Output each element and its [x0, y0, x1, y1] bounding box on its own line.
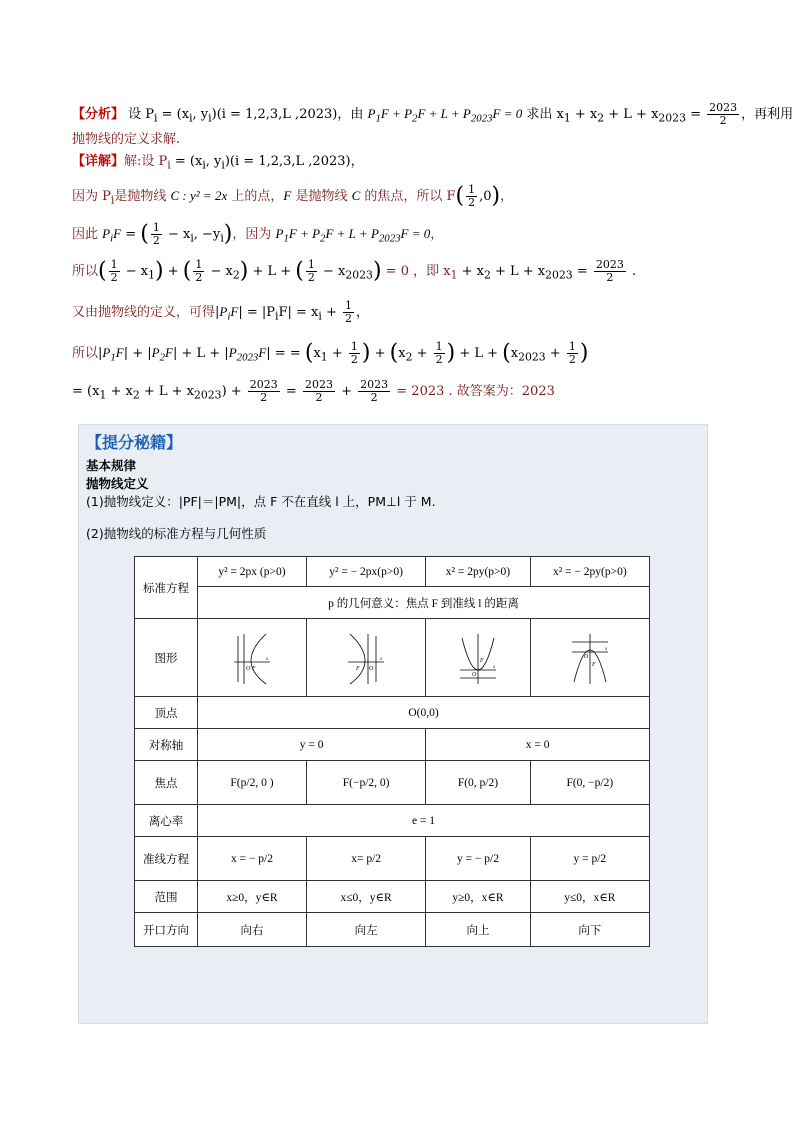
- tips-item-2: (2)抛物线的标准方程与几何性质: [86, 526, 267, 541]
- row-label-focus: 焦点: [135, 761, 198, 805]
- opening-cell: 向上: [426, 913, 530, 947]
- row-label-opening: 开口方向: [135, 913, 198, 947]
- svg-text:F: F: [251, 665, 256, 672]
- analysis-text-a: 设 P: [128, 107, 155, 122]
- p-meaning-cell: p 的几何意义：焦点 F 到准线 l 的距离: [198, 587, 650, 619]
- tips-item-1: (1)抛物线定义：|PF|＝|PM|，点 F 不在直线 l 上，PM⊥l 于 M.: [86, 494, 436, 509]
- analysis-tag: 【分析】: [72, 107, 125, 122]
- svg-text:x: x: [492, 664, 496, 670]
- tips-heading-rules: 基本规律: [86, 458, 137, 473]
- analysis-line-2: 抛物线的定义求解.: [72, 132, 181, 147]
- detail-line-6: 所以$|P_1F| + |P_2F| + L + |P_{2023}F|$ = = ($x_1$ + $\frac{1}{2}$ ) + ($x_2$ + $\frac{1}{2}$ ) + $L + (x_{2023}$ + $\frac{1}{2}$ ): [72, 340, 589, 366]
- row-label-directrix: 准线方程: [135, 837, 198, 881]
- detail-line-3: 因此 $P_iF$ = ( $\frac{1}{2}$ − $x_i$, $-y_i$)，因为 $P_1F + P_2F + L + P_{2023}F = 0$，: [72, 221, 444, 247]
- focus-cell: F(−p/2, 0): [306, 761, 425, 805]
- row-label-eccentricity: 离心率: [135, 805, 198, 837]
- range-cell: x≥0，y∈R: [198, 881, 307, 913]
- detail-tag: 【详解】: [72, 154, 125, 169]
- vector-sum: $P_1F + P_2F + L + P_{2023}F = 0$: [367, 106, 523, 125]
- axis-cell: y = 0: [198, 729, 426, 761]
- svg-text:x: x: [604, 646, 608, 652]
- svg-text:O: O: [583, 653, 589, 660]
- directrix-cell: x= p/2: [306, 837, 425, 881]
- parabola-right-icon: [232, 630, 272, 686]
- detail-line-4: 所以( $\frac{1}{2}$ − $x_1$) + ( $\frac{1}{2}$ − $x_2) + L$ + ( $\frac{1}{2}$ − $x_{2023}) = 0$ ，即 $x_1 + x_2 + L + x_{2023}$ = $\frac{2023}{2}$ .: [72, 258, 637, 284]
- tips-title: 【提分秘籍】: [86, 433, 183, 452]
- row-label-graph: 图形: [135, 619, 198, 697]
- equation-cell: x² = 2py(p>0): [426, 557, 530, 587]
- graph-left-opening: [306, 619, 425, 697]
- svg-text:F: F: [479, 657, 484, 664]
- svg-text:O: O: [471, 671, 477, 678]
- svg-text:F: F: [356, 665, 360, 672]
- focus-cell: F(0, −p/2): [530, 761, 649, 805]
- detail-line-1: 【详解】解:设 $P_i = (x_i$, $y_i)(i = 1,2,3,L$ ,2023)，: [72, 154, 364, 172]
- parabola-down-icon: [570, 630, 610, 686]
- focus-cell: F(0, p/2): [426, 761, 530, 805]
- row-label-axis: 对称轴: [135, 729, 198, 761]
- equation-cell: y² = 2px (p>0): [198, 557, 307, 587]
- range-cell: y≤0，x∈R: [530, 881, 649, 913]
- row-label-std-eq: 标准方程: [135, 557, 198, 619]
- directrix-cell: y = p/2: [530, 837, 649, 881]
- vertex-cell: O(0,0): [198, 697, 650, 729]
- opening-cell: 向右: [198, 913, 307, 947]
- eccentricity-cell: e = 1: [198, 805, 650, 837]
- opening-cell: 向下: [530, 913, 649, 947]
- svg-text:O: O: [369, 665, 374, 672]
- svg-text:O: O: [245, 665, 251, 672]
- tips-heading-definition: 抛物线定义: [86, 476, 149, 491]
- svg-text:x: x: [380, 656, 383, 662]
- range-cell: x≤0，y∈R: [306, 881, 425, 913]
- svg-text:x: x: [265, 656, 269, 662]
- opening-cell: 向左: [306, 913, 425, 947]
- equation-cell: y² = − 2px(p>0): [306, 557, 425, 587]
- row-label-range: 范围: [135, 881, 198, 913]
- detail-line-7: = $(x_1 + x_2 + L + x_{2023})$ + $\frac{2023}{2}$ = $\frac{2023}{2}$ + $\frac{2023}{2}$ = 2023 . 故答案为：2023: [72, 378, 555, 404]
- fraction-2023-2: $\frac{2023}{2}$: [709, 101, 738, 127]
- detail-line-2: 因为 $P_i$是抛物线 C : y² = 2x 上的点，F 是抛物线 C 的焦点，所以 F( $\frac{1}{2}$ ,0)，: [72, 183, 514, 209]
- directrix-cell: x = − p/2: [198, 837, 307, 881]
- parabola-left-icon: [346, 630, 386, 686]
- parabola-properties-table: [134, 556, 650, 947]
- range-cell: y≥0，x∈R: [426, 881, 530, 913]
- graph-down-opening: [530, 619, 649, 697]
- directrix-cell: y = − p/2: [426, 837, 530, 881]
- equation-cell: x² = − 2py(p>0): [530, 557, 649, 587]
- graph-up-opening: [426, 619, 530, 697]
- analysis-line-1: 【分析】 设 $P_i = (x_i$, $y_i)(i = 1,2,3,L$ ,2023)，由 $P_1F + P_2F + L + P_{2023}F = 0$ 求出 $x_1 + x_2 + L + x_{2023}$ = $\frac{2023}{2}$ ，再利用: [72, 101, 794, 127]
- svg-text:F: F: [591, 661, 596, 668]
- detail-line-5: 又由抛物线的定义，可得$|P_iF| = |P_iF| = x_i$ + $\frac{1}{2}$ ，: [72, 299, 370, 325]
- parabola-up-icon: [458, 630, 498, 686]
- graph-right-opening: [198, 619, 307, 697]
- axis-cell: x = 0: [426, 729, 650, 761]
- focus-cell: F(p/2, 0 ): [198, 761, 307, 805]
- row-label-vertex: 顶点: [135, 697, 198, 729]
